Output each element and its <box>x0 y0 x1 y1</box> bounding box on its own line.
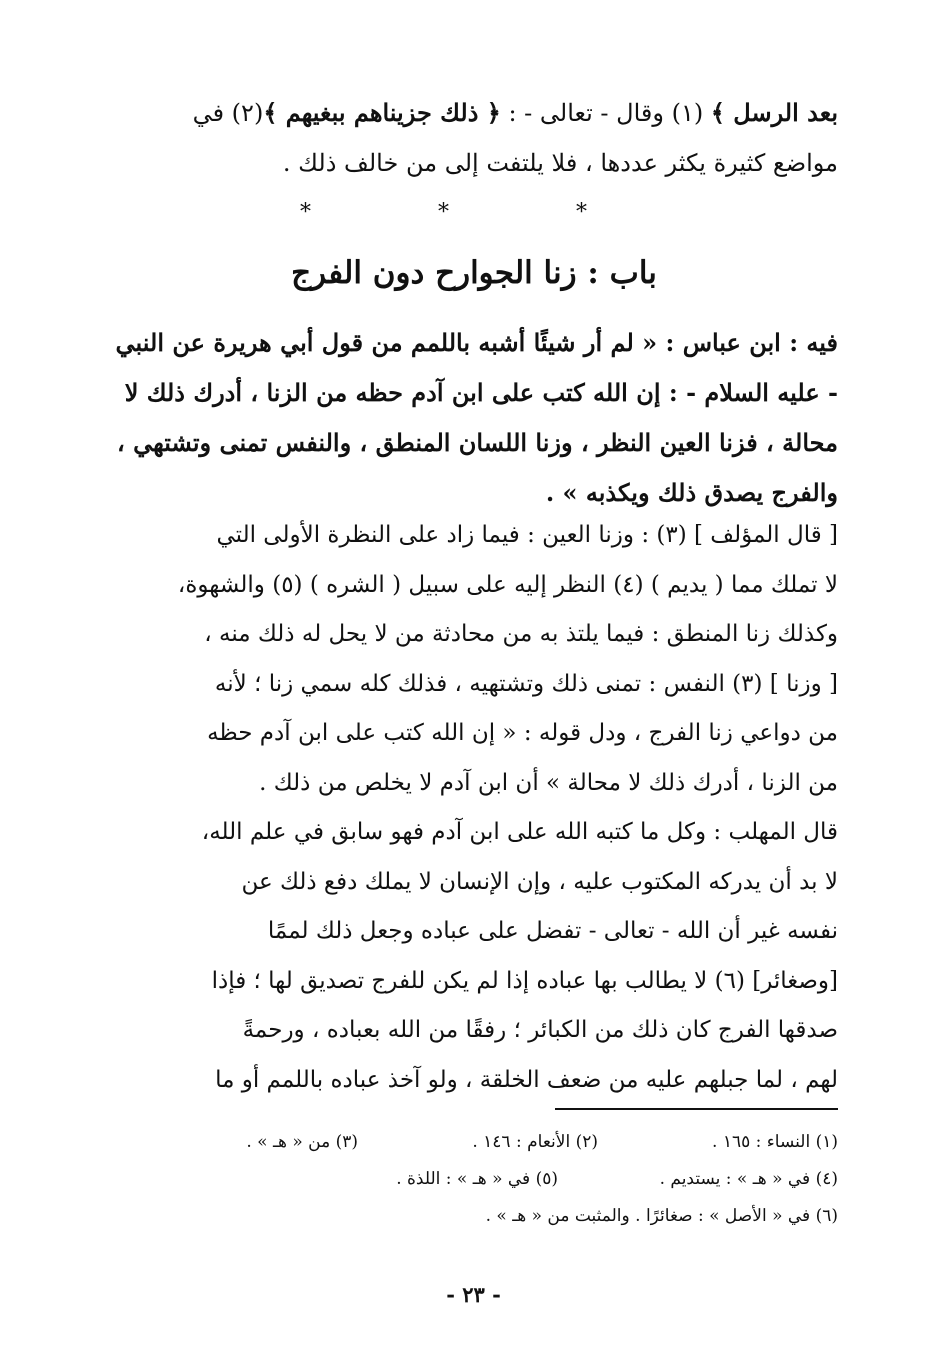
hadith-line: محالة ، فزنا العين النظر ، وزنا اللسان المنطق ، والنفس تمنى وتشتهي ، <box>117 428 838 457</box>
footnote-ref-2: (٢) <box>231 99 264 127</box>
top-line-2: مواضع كثيرة يكثر عددها ، فلا يلتفت إلى من خالف ذلك . <box>282 149 838 177</box>
top-paragraph <box>110 88 838 188</box>
footnote-6: (٦) في « الأصل » : صغائرًا . والمثبت من « هـ » . <box>485 1206 838 1226</box>
commentary-line: [ قال المؤلف ] (٣) : وزنا العين : فيما زاد على النظرة الأولى التي <box>216 522 838 548</box>
commentary-line: لا تملك مما ( يديم ) (٤) النظر إليه على سبيل ( الشره ) (٥) والشهوة، <box>177 571 838 598</box>
footnotes-row-3 <box>140 1198 838 1235</box>
footnotes-row-1 <box>140 1124 838 1161</box>
page-number: - ٢٣ - <box>446 1282 501 1307</box>
top-line-1-end: في <box>192 99 232 127</box>
quran-verse: ﴿ ذلك جزيناهم ببغيهم ﴾ <box>263 98 501 127</box>
muhallab-line: نفسه غير أن الله - تعالى - تفضل على عباده وجعل ذلك لممًا <box>267 918 838 944</box>
footnote-5: (٥) في « هـ » : اللذة . <box>396 1169 558 1189</box>
muhallab-line: [وصغائر] (٦) لا يطالب بها عباده إذا لم يكن للفرج تصديق لها ؛ فإذا <box>211 967 838 994</box>
commentary-paragraph <box>110 511 838 808</box>
commentary-line: وكذلك زنا المنطق : فيما يلتذ به من محادثة من لا يحل له ذلك منه ، <box>204 621 838 647</box>
muhallab-paragraph <box>110 808 838 1105</box>
chapter-heading: باب : زنا الجوارح دون الفرج <box>291 255 657 291</box>
footnotes-row-2 <box>140 1161 838 1198</box>
hadith-line: - عليه السلام - : إن الله كتب على ابن آدم حظه من الزنا ، أدرك ذلك لا <box>124 378 838 407</box>
top-line-1-middle: وقال - تعالى - : <box>500 99 664 127</box>
muhallab-line: قال المهلب : وكل ما كتبه الله على ابن آدم فهو سابق في علم الله، <box>201 819 838 845</box>
footnote-2: (٢) الأنعام : ١٤٦ . <box>472 1132 598 1152</box>
muhallab-line: لا بد أن يدركه المكتوب عليه ، وإن الإنسان لا يملك دفع ذلك عن <box>241 868 838 895</box>
commentary-line: [ وزنا ] (٣) النفس : تمنى ذلك وتشتهيه ، فذلك كله سمي زنا ؛ لأنه <box>214 670 838 697</box>
footnote-3: (٣) من « هـ » . <box>246 1132 358 1152</box>
hadith-line: والفرج يصدق ذلك ويكذبه » . <box>545 478 838 507</box>
top-line-1 <box>110 88 838 138</box>
footnote-divider <box>555 1108 838 1110</box>
hadith-line: فيه : ابن عباس : « لم أر شيئًا أشبه باللمم من قول أبي هريرة عن النبي <box>115 328 838 357</box>
section-separator: * * * <box>300 200 647 225</box>
footnote-1: (١) النساء : ١٦٥ . <box>712 1132 838 1152</box>
commentary-line: من دواعي زنا الفرج ، ودل قوله : « إن الله كتب على ابن آدم حظه <box>207 720 838 746</box>
muhallab-line: صدقها الفرج كان ذلك من الكبائر ؛ رفقًا من الله بعباده ، ورحمةً <box>242 1017 838 1043</box>
quran-fragment-end: بعد الرسل ﴾ <box>710 98 838 127</box>
commentary-line: من الزنا ، أدرك ذلك لا محالة » أن ابن آدم لا يخلص من ذلك . <box>259 769 838 796</box>
muhallab-line: لهم ، لما جبلهم عليه من ضعف الخلقة ، ولو آخذ عباده باللمم أو ما <box>215 1066 838 1093</box>
hadith-paragraph <box>110 318 838 518</box>
footnote-4: (٤) في « هـ » : يستديم . <box>659 1169 838 1189</box>
footnote-ref-1: (١) <box>663 99 711 127</box>
